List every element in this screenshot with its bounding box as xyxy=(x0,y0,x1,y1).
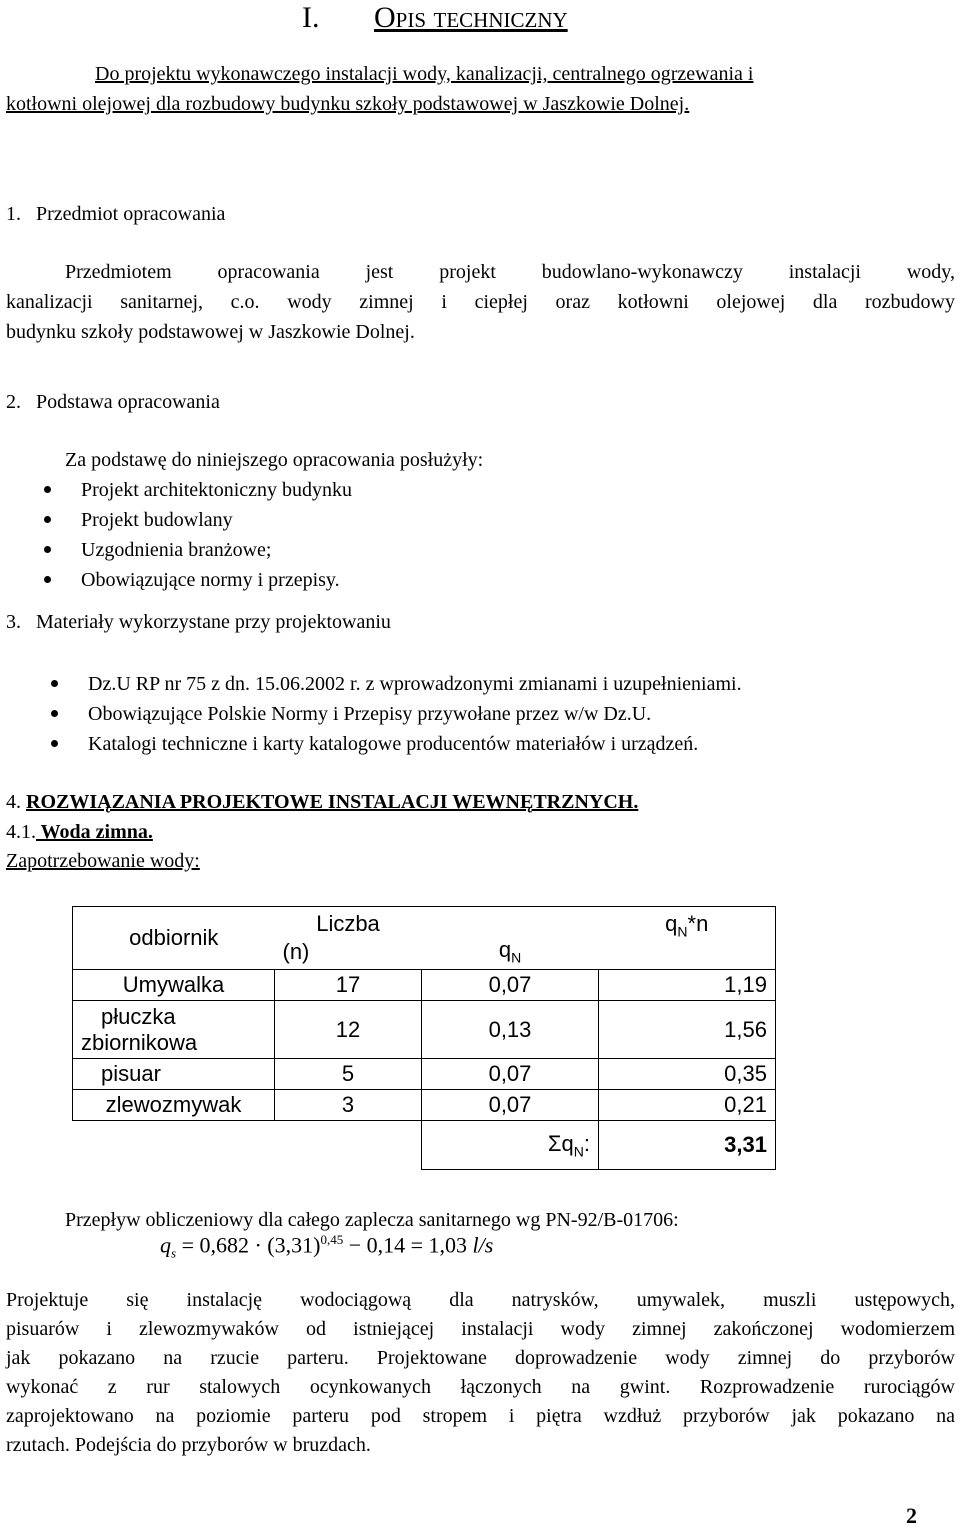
cell-name-line-1: płuczka xyxy=(101,1003,176,1029)
water-demand-table xyxy=(72,906,776,1170)
header-qnn-base: q xyxy=(665,911,678,936)
section-2-item-3: Uzgodnienia branżowe; xyxy=(81,539,272,561)
header-odbiornik xyxy=(73,907,275,970)
cell-count: 12 xyxy=(275,1001,422,1059)
sum-label-sub: N xyxy=(573,1143,584,1160)
formula-q: q xyxy=(160,1232,171,1258)
bullet-icon xyxy=(44,516,51,523)
cell-name xyxy=(73,1001,275,1059)
section-3-item-2: Obowiązujące Polskie Normy i Przepisy przywołane przez w/w Dz.U. xyxy=(88,703,652,725)
intro-line-2: kotłowni olejowej dla rozbudowy budynku szkoły podstawowej w Jaszkowie Dolnej. xyxy=(6,93,690,115)
sum-empty-1 xyxy=(73,1121,275,1170)
cell-count: 17 xyxy=(275,970,422,1001)
header-qn-times-n xyxy=(599,907,776,970)
closing-line-6: rzutach. Podejścia do przyborów w bruzdach. xyxy=(6,1434,371,1456)
closing-line-1: Projektuje się instalację wodociągową dla natrysków, umywalek, muszli ustępowych, xyxy=(6,1289,955,1311)
table-row xyxy=(73,1059,776,1090)
flow-formula xyxy=(160,1232,493,1262)
section-2-item-1: Projekt architektoniczny budynku xyxy=(81,479,353,501)
closing-line-2: pisuarów i zlewozmywaków od istniejącej instalacji wody zimnej zakończonej wodomierzem xyxy=(6,1318,955,1340)
section-2-heading: 2. Podstawa opracowania xyxy=(6,391,220,413)
cell-total: 0,35 xyxy=(599,1059,776,1090)
table-header-row xyxy=(73,907,776,970)
cell-qn: 0,07 xyxy=(422,1090,599,1121)
cell-name: Umywalka xyxy=(73,970,275,1001)
page-number: 2 xyxy=(906,1503,917,1528)
subsection-4-1-number: 4.1. xyxy=(6,821,36,843)
demand-label: Zapotrzebowanie wody: xyxy=(6,850,200,872)
bullet-icon xyxy=(51,740,58,747)
header-count-line-1: Liczba xyxy=(316,911,380,936)
bullet-icon xyxy=(44,576,51,583)
section-4-heading xyxy=(6,790,638,814)
sum-label xyxy=(422,1121,599,1170)
bullet-icon xyxy=(51,680,58,687)
closing-line-3: jak pokazano na rzucie parteru. Projektowane doprowadzenie wody zimnej do przyborów xyxy=(6,1347,955,1369)
section-4-title: ROZWIĄZANIA PROJEKTOWE INSTALACJI WEWNĘTRZNYCH. xyxy=(26,791,639,813)
section-3-item-3: Katalogi techniczne i karty katalogowe producentów materiałów i urządzeń. xyxy=(88,733,699,755)
header-qn xyxy=(422,907,599,970)
bullet-icon xyxy=(51,710,58,717)
sum-value: 3,31 xyxy=(599,1121,776,1170)
cell-qn: 0,07 xyxy=(422,970,599,1001)
sum-label-base: Σq xyxy=(547,1130,574,1156)
section-3-item-1: Dz.U RP nr 75 z dn. 15.06.2002 r. z wprowadzonymi zmianami i uzupełnieniami. xyxy=(88,673,742,695)
flow-text: Przepływ obliczeniowy dla całego zaplecza sanitarnego wg PN-92/B-01706: xyxy=(65,1209,679,1231)
formula-unit: l/s xyxy=(472,1232,494,1258)
header-qnn-sub: N xyxy=(677,923,688,940)
closing-line-4: wykonać z rur stalowych ocynkowanych łączonych na gwint. Rozprowadzenie rurociągów xyxy=(6,1376,955,1398)
section-1-line-2: kanalizacji sanitarnej, c.o. wody zimnej i ciepłej oraz kotłowni olejowej dla rozbudowy xyxy=(6,291,955,313)
subsection-4-1-heading xyxy=(6,820,153,844)
cell-total: 0,21 xyxy=(599,1090,776,1121)
header-qnn-tail: *n xyxy=(687,911,709,936)
formula-rest: − 0,14 = 1,03 xyxy=(343,1232,473,1258)
table-row xyxy=(73,1090,776,1121)
cell-total: 1,19 xyxy=(599,970,776,1001)
sum-empty-2 xyxy=(275,1121,422,1170)
table-row xyxy=(73,970,776,1001)
sum-label-tail: : xyxy=(583,1130,590,1156)
header-qn-base: q xyxy=(498,936,512,962)
section-2-intro: Za podstawę do niniejszego opracowania posłużyły: xyxy=(65,449,484,471)
title-text: Opis techniczny xyxy=(374,1,568,34)
cell-count: 5 xyxy=(275,1059,422,1090)
table-row xyxy=(73,1001,776,1059)
cell-name-line-2: zbiornikowa xyxy=(81,1029,198,1055)
section-1-line-3: budynku szkoły podstawowej w Jaszkowie Dolnej. xyxy=(6,321,415,343)
document-title xyxy=(302,0,568,36)
formula-eq: = 0,682 · (3,31) xyxy=(176,1232,321,1258)
cell-total: 1,56 xyxy=(599,1001,776,1059)
section-1-line-1: Przedmiotem opracowania jest projekt budowlano-wykonawczy instalacji wody, xyxy=(65,261,955,283)
section-1-heading: 1. Przedmiot opracowania xyxy=(6,203,226,225)
title-numeral: I. xyxy=(302,1,320,34)
section-2-item-2: Projekt budowlany xyxy=(81,509,233,531)
header-count xyxy=(275,907,422,970)
header-odbiornik-text: odbiornik xyxy=(129,925,219,950)
cell-name: zlewozmywak xyxy=(73,1090,275,1121)
table-sum-row xyxy=(73,1121,776,1170)
header-count-line-2: (n) xyxy=(282,939,310,964)
cell-qn: 0,13 xyxy=(422,1001,599,1059)
formula-exp: 0,45 xyxy=(320,1232,344,1247)
closing-line-5: zaprojektowano na poziomie parteru pod stropem i piętra wzdłuż przyborów jak pokazano na xyxy=(6,1405,955,1427)
header-qn-sub: N xyxy=(511,949,522,965)
cell-qn: 0,07 xyxy=(422,1059,599,1090)
cell-name: pisuar xyxy=(73,1059,275,1090)
bullet-icon xyxy=(44,546,51,553)
intro-line-1: Do projektu wykonawczego instalacji wody, kanalizacji, centralnego ogrzewania i xyxy=(95,63,754,85)
section-3-heading: 3. Materiały wykorzystane przy projektowaniu xyxy=(6,611,391,633)
subsection-4-1-title: Woda zimna. xyxy=(36,821,153,843)
cell-count: 3 xyxy=(275,1090,422,1121)
section-4-number: 4. xyxy=(6,791,21,813)
bullet-icon xyxy=(44,486,51,493)
formula-s: s xyxy=(171,1245,177,1261)
section-2-item-4: Obowiązujące normy i przepisy. xyxy=(81,569,340,591)
